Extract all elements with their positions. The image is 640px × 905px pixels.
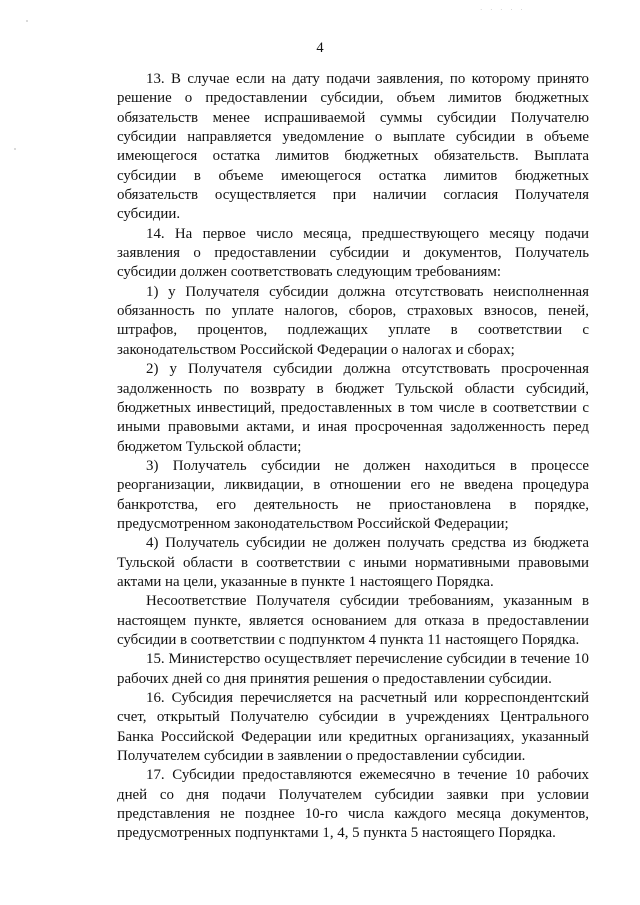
paragraph-14: 14. На первое число месяца, предшествующего месяцу подачи заявления о предоставлении субсидии и документов, Получатель субсидии должен соответствовать следующим требованиям: xyxy=(117,225,589,281)
paragraph-noncompliance: Несоответствие Получателя субсидии требованиям, указанным в настоящем пункте, является основанием для отказа в предоставлении субсидии в соответствии с подпунктом 4 пункта 11 настоящего Порядка. xyxy=(117,593,589,648)
subparagraph-1: 1) у Получателя субсидии должна отсутствовать неисполненная обязанность по уплате налогов, сборов, страховых взносов, пеней, штрафов, процентов, подлежащих уплате в соответствии с законодательством Российской Федерации о налогах и сборах; xyxy=(117,283,589,358)
paragraph-16: 16. Субсидия перечисляется на расчетный или корреспондентский счет, открытый Получателю субсидии в учреждениях Центрального Банка Российской Федерации или кредитных организациях, указанный Получателем субсидии в заявлении о предоставлении субсидии. xyxy=(117,690,589,765)
paragraph-15: 15. Министерство осуществляет перечисление субсидии в течение 10 рабочих дней со дня принятия решения о предоставлении субсидии. xyxy=(117,651,589,687)
paragraph-13: 13. В случае если на дату подачи заявления, по которому принято решение о предоставлении субсидии, объем лимитов бюджетных обязательств менее испрашиваемой суммы субсидии Получателю субсидии направляется уведомление о выплате субсидии в объеме имеющегося остатка лимитов бюджетных обязательств. Выплата субсидии в объеме имеющегося остатка лимитов бюджетных обязательств осуществляется при наличии согласия Получателя субсидии. xyxy=(117,71,589,223)
scan-artifact-dot xyxy=(26,20,28,22)
subparagraph-3: 3) Получатель субсидии не должен находиться в процессе реорганизации, ликвидации, в отношении его не введена процедура банкротства, его деятельность не приостановлена в порядке, предусмотренном законодательством Российской Федерации; xyxy=(117,457,589,532)
subparagraph-4: 4) Получатель субсидии не должен получать средства из бюджета Тульской области в соответствии с иными нормативными правовыми актами на цели, указанные в пункте 1 настоящего Порядка. xyxy=(117,535,589,590)
page-number: 4 xyxy=(316,40,324,56)
document-body xyxy=(117,70,589,844)
scan-artifact-dot xyxy=(14,148,16,150)
paragraph-17: 17. Субсидии предоставляются ежемесячно в течение 10 рабочих дней со дня подачи Получателем субсидии заявки при условии представления не позднее 10-го числа каждого месяца документов, предусмотренных подпунктами 1, 4, 5 пункта 5 настоящего Порядка. xyxy=(117,767,589,842)
subparagraph-2: 2) у Получателя субсидии должна отсутствовать просроченная задолженность по возврату в бюджет Тульской области субсидий, бюджетных инвестиций, предоставленных в том числе в соответствии с иными правовыми актами, и иная просроченная задолженность перед бюджетом Тульской области; xyxy=(117,361,589,455)
scan-artifact: · · · · · xyxy=(480,6,526,14)
